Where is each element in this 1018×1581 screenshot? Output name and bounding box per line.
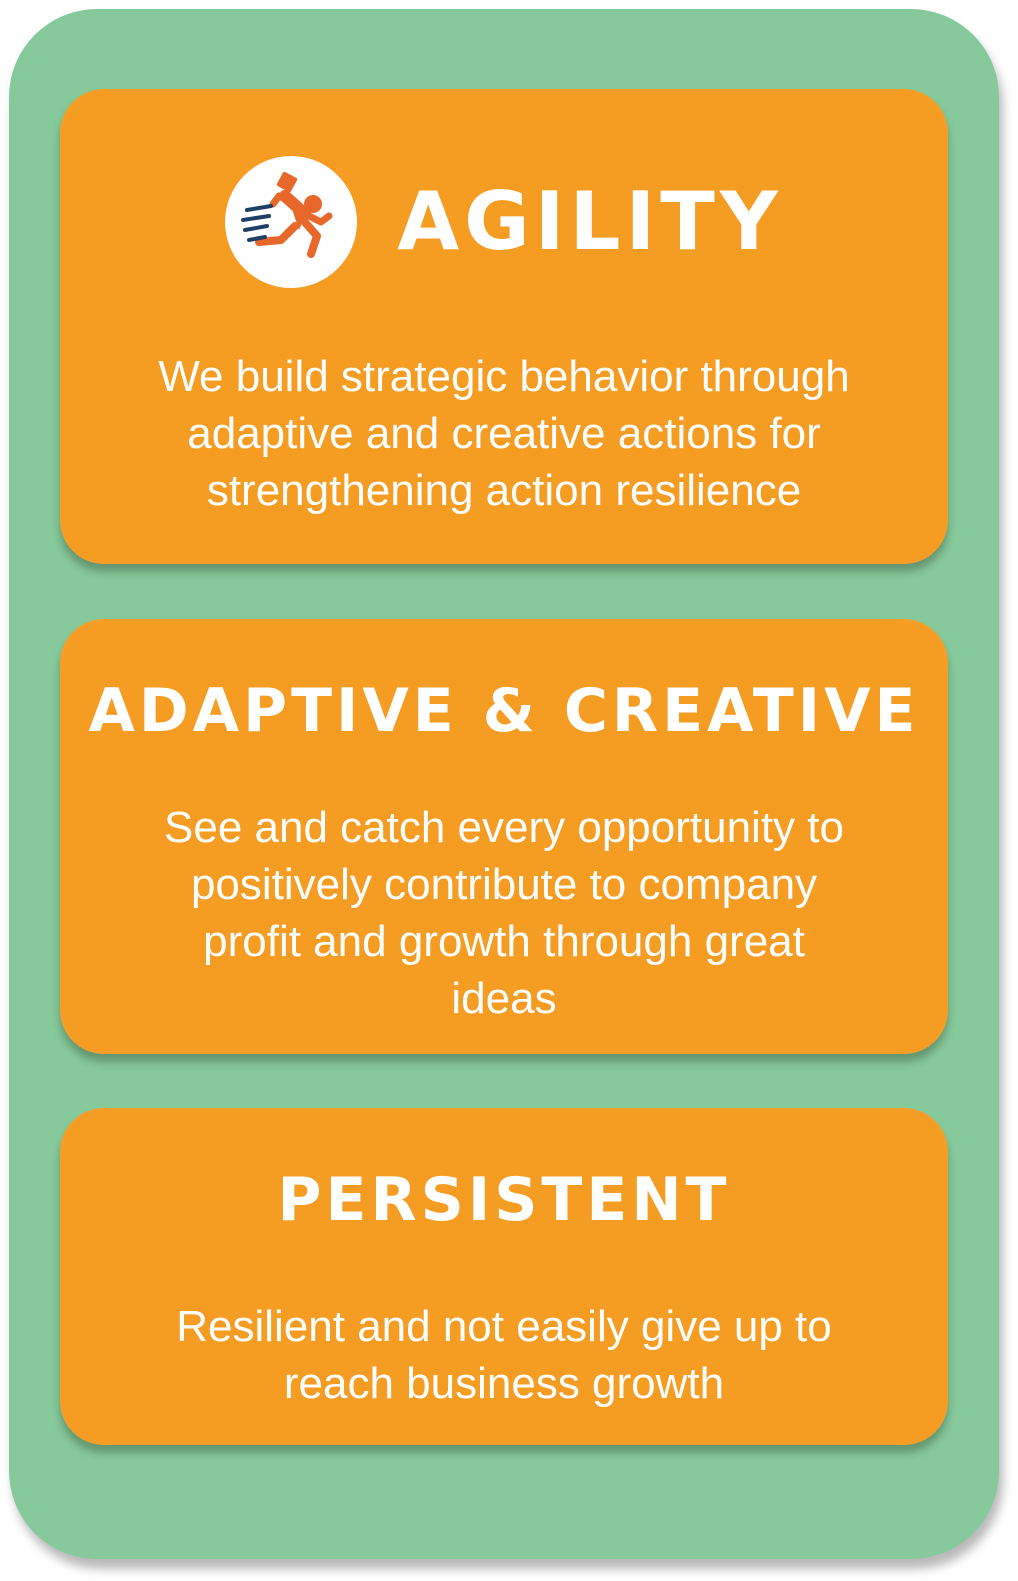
value-card-agility	[60, 89, 948, 564]
agility-heading-row	[60, 155, 948, 289]
value-card-adaptive-creative	[60, 619, 948, 1054]
adaptive-creative-title: ADAPTIVE & CREATIVE	[88, 676, 920, 746]
persistent-title: PERSISTENT	[277, 1165, 731, 1235]
adaptive-creative-heading-row	[60, 671, 948, 751]
adaptive-creative-description: See and catch every opportunity to positively contribute to company profit and growth through great ideas	[164, 803, 844, 1023]
running-person-icon	[225, 156, 357, 288]
agility-title: AGILITY	[397, 175, 783, 268]
persistent-heading-row	[60, 1160, 948, 1240]
persistent-description: Resilient and not easily give up to reach business growth	[176, 1302, 832, 1408]
agility-description: We build strategic behavior through adaptive and creative actions for strengthening action resilience	[158, 352, 850, 515]
value-card-persistent	[60, 1108, 948, 1445]
